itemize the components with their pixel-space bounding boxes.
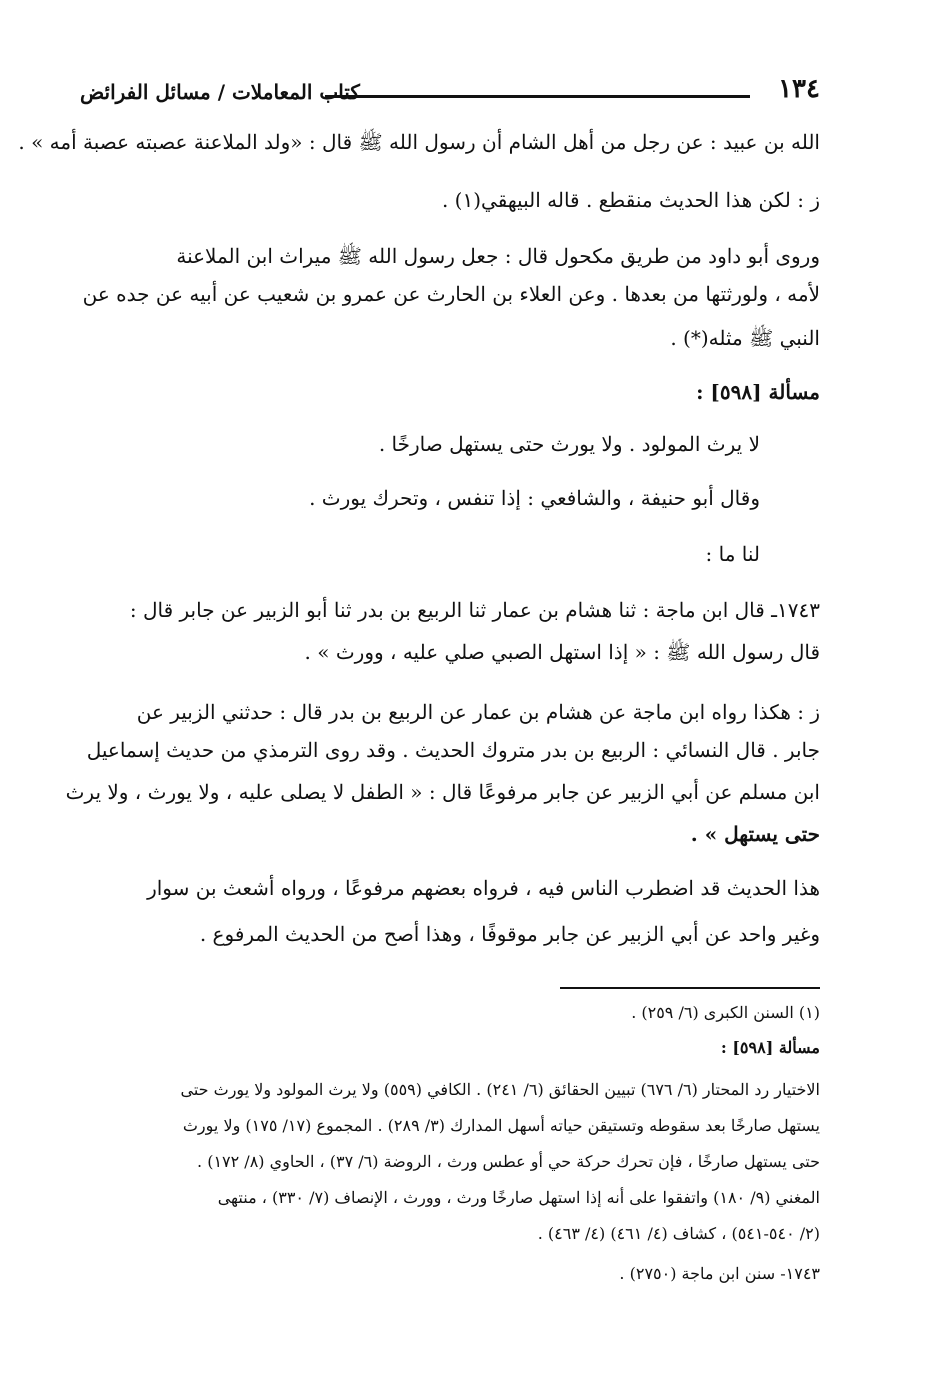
body-line: النبي ﷺ مثله(*) . — [670, 326, 820, 350]
footnote-line: (٢/ ٥٤٠-٥٤١) ، كشاف (٤/ ٤٦١) (٤/ ٤٦٣) . — [537, 1224, 820, 1243]
body-line: الله بن عبيد : عن رجل من أهل الشام أن رسول الله ﷺ قال : «ولد الملاعنة عصبته عصبة أمه » . — [18, 130, 820, 154]
body-line: لأمه ، ولورثتها من بعدها . وعن العلاء بن الحارث عن عمرو بن شعيب عن أبيه عن جده عن — [82, 282, 820, 306]
body-line: حتى يستهل » . — [690, 822, 820, 846]
footnote-line: المغني (٩/ ١٨٠) واتفقوا على أنه إذا استهل صارخًا ورث ، وورث ، الإنصاف (٧/ ٣٣٠) ، منتهى — [217, 1188, 820, 1207]
footnote-line: مسألة [٥٩٨] : — [720, 1038, 820, 1057]
footnote-line: الاختيار رد المحتار (٦/ ٦٧٦) تبيين الحقائق (٦/ ٢٤١) . الكافي (٥٥٩) ولا يرث المولود ولا يورث حتى — [180, 1080, 820, 1099]
body-line: ابن مسلم عن أبي الزبير عن جابر مرفوعًا قال : « الطفل لا يصلى عليه ، ولا يورث ، ولا يرث — [65, 780, 820, 804]
body-line: وغير واحد عن أبي الزبير عن جابر موقوفًا ، وهذا أصح من الحديث المرفوع . — [199, 922, 820, 946]
document-page — [18, 60, 820, 1283]
header-divider — [325, 95, 750, 98]
body-line: وروى أبو داود من طريق مكحول قال : جعل رسول الله ﷺ ميراث ابن الملاعنة — [176, 244, 820, 268]
body-line: ز : لكن هذا الحديث منقطع . قاله البيهقي(١) . — [441, 188, 820, 212]
body-line: هذا الحديث قد اضطرب الناس فيه ، فرواه بعضهم مرفوعًا ، ورواه أشعث بن سوار — [147, 876, 820, 900]
body-line: لنا ما : — [705, 542, 760, 566]
hadith-line: ١٧٤٣ـ قال ابن ماجة : ثنا هشام بن عمار ثنا الربيع بن بدر ثنا أبو الزبير عن جابر قال : — [129, 598, 820, 622]
section-heading: مسألة [٥٩٨] : — [696, 380, 820, 404]
footnote-line: (١) السنن الكبرى (٦/ ٢٥٩) . — [631, 1003, 820, 1022]
hadith-line: قال رسول الله ﷺ : « إذا استهل الصبي صلي عليه ، وورث » . — [304, 640, 820, 664]
body-line: ز : هكذا رواه ابن ماجة عن هشام بن عمار عن الربيع بن بدر قال : حدثني الزبير عن — [136, 700, 820, 724]
page-number: ١٣٤ — [778, 74, 820, 104]
footnote-divider — [560, 987, 820, 989]
body-line: جابر . قال النسائي : الربيع بن بدر متروك الحديث . وقد روى الترمذي من حديث إسماعيل — [86, 738, 820, 762]
running-title: كتاب المعاملات / مسائل الفرائض — [80, 80, 360, 104]
body-line: وقال أبو حنيفة ، والشافعي : إذا تنفس ، وتحرك يورث . — [309, 486, 760, 510]
footnote-line: حتى يستهل صارخًا ، فإن تحرك حركة حي أو عطس ورث ، الروضة (٦/ ٣٧) ، الحاوي (٨/ ١٧٢) . — [197, 1152, 820, 1171]
footnote-line: يستهل صارخًا بعد سقوطه وتستيقن حياته أسهل المدارك (٣/ ٢٨٩) . المجموع (١٧/ ١٧٥) ولا يورث — [182, 1116, 820, 1135]
page-header — [80, 60, 820, 108]
body-line: لا يرث المولود . ولا يورث حتى يستهل صارخًا . — [378, 432, 760, 456]
footnote-line: ١٧٤٣- سنن ابن ماجة (٢٧٥٠) . — [619, 1264, 820, 1283]
